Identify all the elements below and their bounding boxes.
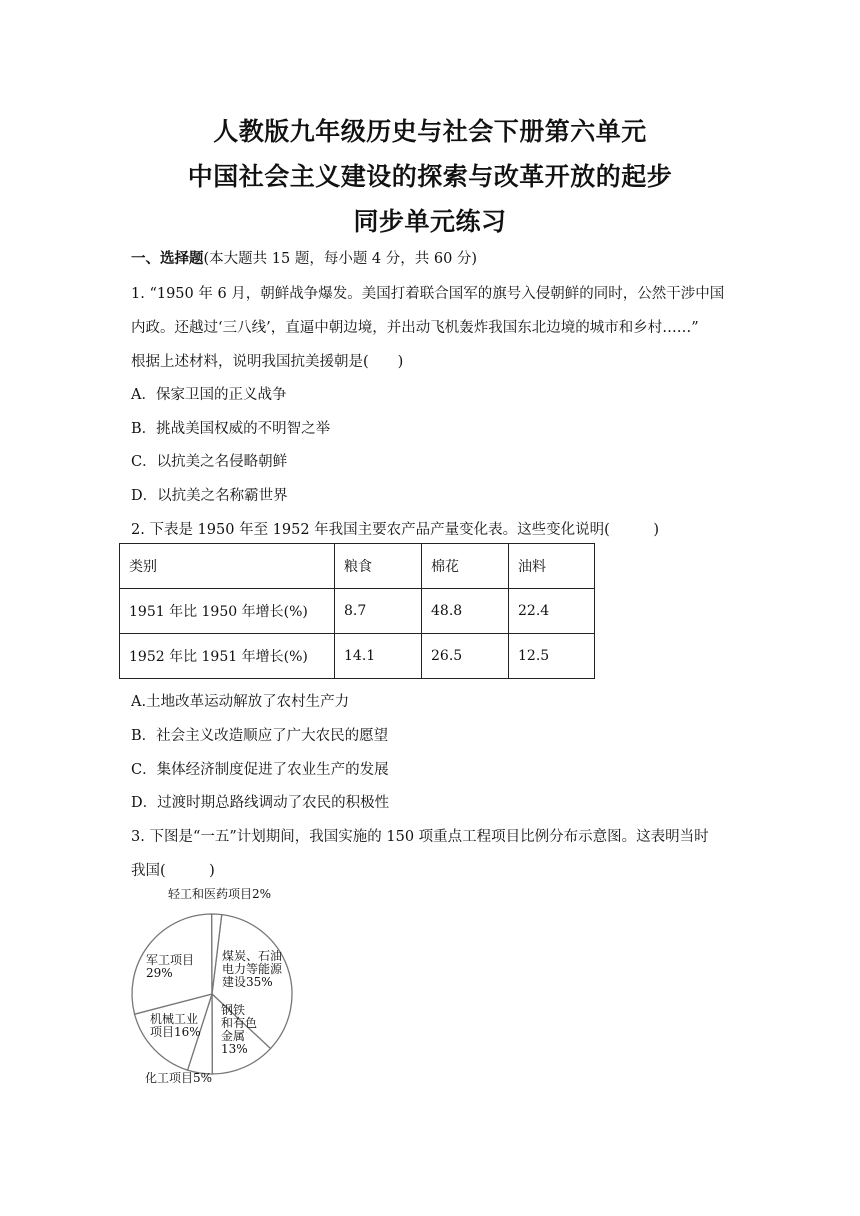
q1-stem-line-2: 内政。还越过‘三八线’，直逼中朝边境，并出动飞机轰炸我国东北边境的城市和乡村……”	[131, 320, 699, 336]
table-cell: 26.5	[422, 634, 509, 679]
pie-slice-label: 机械工业项目16%	[150, 1012, 201, 1039]
table-cell: 1951 年比 1950 年增长(%)	[120, 589, 335, 634]
table-row	[120, 634, 595, 679]
table-cell: 14.1	[335, 634, 422, 679]
q1-option-d: D．以抗美之名称霸世界	[131, 488, 288, 504]
table-header-cell: 棉花	[422, 544, 509, 589]
table-header-cell: 粮食	[335, 544, 422, 589]
pie-slice-label: 化工项目5%	[145, 1071, 213, 1085]
pie-slice-label: 煤炭、石油电力等能源建设35%	[222, 949, 283, 989]
q2-option-b: B．社会主义改造顺应了广大农民的愿望	[131, 728, 389, 744]
q2-data-table	[119, 543, 595, 679]
table-cell: 12.5	[509, 634, 595, 679]
table-cell: 22.4	[509, 589, 595, 634]
pie-slice-label: 军工项目 29%	[146, 953, 195, 980]
q2-option-c: C．集体经济制度促进了农业生产的发展	[131, 762, 389, 778]
q3-pie-chart	[120, 880, 310, 1090]
doc-title-line-1: 人教版九年级历史与社会下册第六单元	[213, 117, 647, 146]
table-cell: 1952 年比 1951 年增长(%)	[120, 634, 335, 679]
pie-slice-label: 轻工和医药项目2%	[168, 887, 272, 901]
q1-stem-line-3: 根据上述材料，说明我国抗美援朝是( )	[131, 354, 404, 370]
q3-stem-line-2: 我国( )	[131, 863, 215, 879]
table-header-cell: 油料	[509, 544, 595, 589]
table-cell: 8.7	[335, 589, 422, 634]
q2-option-d: D．过渡时期总路线调动了农民的积极性	[131, 795, 390, 811]
q1-stem-line-1: 1. “1950 年 6 月，朝鲜战争爆发。美国打着联合国军的旗号入侵朝鲜的同时，公然干涉中国	[131, 286, 725, 302]
pie-slice-label: 钢铁和有色金属 13%	[221, 1003, 258, 1056]
table-header-cell: 类别	[120, 544, 335, 589]
table-row	[120, 589, 595, 634]
q2-option-a: A.土地改革运动解放了农村生产力	[131, 694, 350, 710]
q1-option-a: A．保家卫国的正义战争	[131, 387, 287, 403]
q3-stem-line-1: 3. 下图是“一五”计划期间，我国实施的 150 项重点工程项目比例分布示意图。这表明当时	[131, 829, 709, 845]
table-cell: 48.8	[422, 589, 509, 634]
q1-option-c: C．以抗美之名侵略朝鲜	[131, 454, 288, 470]
section-note: (本大题共 15 题，每小题 4 分，共 60 分)	[203, 251, 478, 267]
table-header-row	[120, 544, 595, 589]
section-label: 一、选择题	[131, 250, 204, 267]
q2-stem: 2. 下表是 1950 年至 1952 年我国主要农产品产量变化表。这些变化说明( )	[131, 522, 659, 538]
section-heading	[131, 247, 477, 268]
q1-option-b: B．挑战美国权威的不明智之举	[131, 421, 331, 437]
doc-title-line-2: 中国社会主义建设的探索与改革开放的起步	[187, 162, 673, 191]
doc-title-line-3: 同步单元练习	[353, 207, 507, 236]
